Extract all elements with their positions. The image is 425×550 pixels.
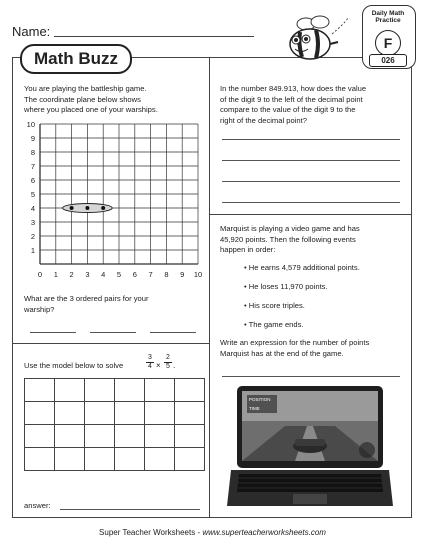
q3-bullet-1: • He earns 4,579 additional points. bbox=[244, 263, 360, 272]
q1-text: You are playing the battleship game. The coordinate plane below shows where you placed one of your warships. bbox=[24, 84, 158, 114]
warship-point bbox=[101, 206, 105, 210]
answer-label: answer: bbox=[24, 501, 51, 510]
q2-text: In the number 849.913, how does the value of the digit 9 to the left of the decimal point compare to the value of the digit 9 to the right of the decimal point? bbox=[220, 84, 367, 125]
column-divider bbox=[209, 57, 210, 518]
fraction-1: 3 4 bbox=[146, 354, 154, 371]
x-tick-label: 4 bbox=[101, 270, 106, 279]
warship-layer bbox=[63, 204, 113, 213]
laptop-image bbox=[225, 384, 395, 512]
footer-prefix: Super Teacher Worksheets - bbox=[99, 528, 203, 537]
q3-answer-line[interactable] bbox=[222, 376, 400, 377]
x-tick-label: 7 bbox=[148, 270, 153, 279]
q3-text: Marquist is playing a video game and has 45,920 points. Then the following events happen in order: bbox=[220, 224, 360, 254]
warship-point bbox=[70, 206, 74, 210]
y-tick-label: 10 bbox=[26, 120, 35, 129]
y-tick-label: 4 bbox=[30, 204, 35, 213]
y-tick-label: 2 bbox=[30, 232, 35, 241]
left-section-divider bbox=[12, 343, 209, 344]
x-tick-label: 6 bbox=[132, 270, 137, 279]
answer-line-2[interactable] bbox=[90, 332, 136, 333]
svg-text:POSITION: POSITION bbox=[249, 397, 271, 402]
q3-bullet-4: • The game ends. bbox=[244, 320, 304, 329]
q1-question: What are the 3 ordered pairs for your warship? bbox=[24, 294, 149, 314]
y-tick-label: 8 bbox=[30, 148, 35, 157]
q2-answer-line-3[interactable] bbox=[222, 181, 400, 182]
fraction-2: 2 5 bbox=[164, 354, 172, 371]
y-tick-label: 6 bbox=[30, 176, 35, 185]
period: . bbox=[173, 361, 176, 370]
q3-bullet-3: • His score triples. bbox=[244, 301, 305, 310]
times-sign: × bbox=[156, 361, 161, 370]
x-tick-label: 10 bbox=[193, 270, 203, 279]
name-label: Name: bbox=[12, 24, 51, 39]
q2-answer-line-4[interactable] bbox=[222, 202, 400, 203]
q3-bullet-2: • He loses 11,970 points. bbox=[244, 282, 328, 291]
q2-answer-line-2[interactable] bbox=[222, 160, 400, 161]
y-tick-label: 5 bbox=[30, 190, 35, 199]
y-tick-label: 3 bbox=[30, 218, 35, 227]
answer-line-1[interactable] bbox=[30, 332, 76, 333]
x-tick-label: 1 bbox=[53, 270, 58, 279]
footer-url[interactable]: www.superteacherworksheets.com bbox=[202, 528, 326, 537]
badge-letter: F bbox=[375, 30, 401, 56]
warship-point bbox=[85, 206, 89, 210]
y-tick-label: 7 bbox=[30, 162, 35, 171]
badge-number: 026 bbox=[369, 54, 407, 67]
x-tick-label: 9 bbox=[180, 270, 185, 279]
answer-line-3[interactable] bbox=[150, 332, 196, 333]
fraction-model-grid bbox=[24, 378, 205, 471]
q2-answer-line-1[interactable] bbox=[222, 139, 400, 140]
coordinate-plane bbox=[22, 118, 206, 290]
q4-text: Use the model below to solve bbox=[24, 361, 124, 370]
y-tick-label: 1 bbox=[30, 246, 35, 255]
x-tick-label: 3 bbox=[85, 270, 90, 279]
right-section-divider bbox=[209, 214, 412, 215]
svg-text:TIME: TIME bbox=[249, 406, 260, 411]
x-tick-label: 8 bbox=[164, 270, 169, 279]
axis-ticks bbox=[27, 120, 203, 279]
badge-label: Daily Math Practice bbox=[371, 10, 405, 24]
q3-prompt: Write an expression for the number of points Marquist has at the end of the game. bbox=[220, 338, 370, 358]
x-tick-label: 0 bbox=[37, 270, 43, 279]
x-tick-label: 5 bbox=[116, 270, 122, 279]
grid-lines bbox=[40, 124, 198, 264]
footer bbox=[0, 528, 425, 537]
x-tick-label: 2 bbox=[69, 270, 74, 279]
page-title: Math Buzz bbox=[20, 44, 132, 74]
q4-answer-line[interactable] bbox=[60, 509, 200, 510]
name-line[interactable] bbox=[54, 36, 254, 37]
bee-icon bbox=[286, 14, 352, 66]
y-tick-label: 9 bbox=[30, 134, 35, 143]
